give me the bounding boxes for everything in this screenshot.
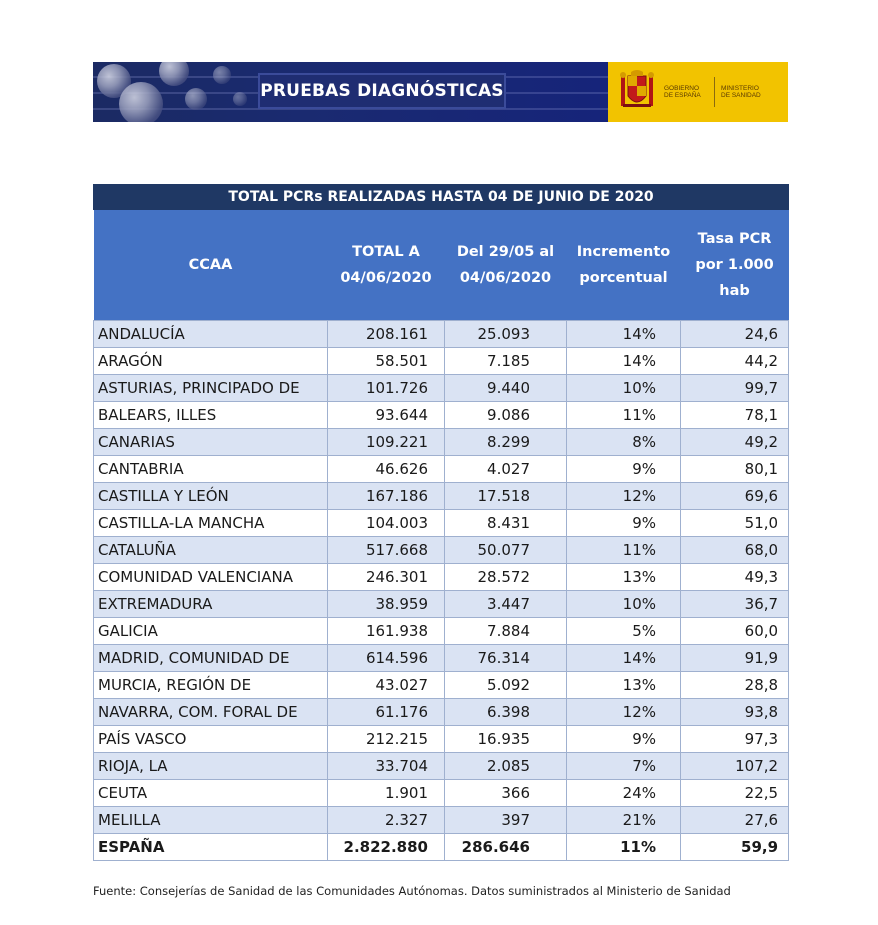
cell-period: 9.086 [445, 402, 567, 429]
cell-ccaa: PAÍS VASCO [94, 726, 328, 753]
coat-of-arms-icon [618, 70, 656, 114]
column-header-increment: Incremento porcentual [567, 210, 681, 321]
cell-ccaa: CANTABRIA [94, 456, 328, 483]
cell-total: 38.959 [328, 591, 445, 618]
cell-period: 16.935 [445, 726, 567, 753]
cell-period: 7.185 [445, 348, 567, 375]
cell-increment: 7% [567, 753, 681, 780]
cell-rate: 68,0 [681, 537, 789, 564]
table-row [94, 564, 789, 591]
cell-rate: 107,2 [681, 753, 789, 780]
cell-total: 1.901 [328, 780, 445, 807]
cell-total: 43.027 [328, 672, 445, 699]
cell-rate: 91,9 [681, 645, 789, 672]
cell-ccaa: CEUTA [94, 780, 328, 807]
cell-rate: 22,5 [681, 780, 789, 807]
cell-ccaa: GALICIA [94, 618, 328, 645]
cell-ccaa: COMUNIDAD VALENCIANA [94, 564, 328, 591]
cell-period: 366 [445, 780, 567, 807]
cell-rate: 44,2 [681, 348, 789, 375]
table-row [94, 375, 789, 402]
table-row [94, 537, 789, 564]
cell-ccaa: MELILLA [94, 807, 328, 834]
cell-rate: 99,7 [681, 375, 789, 402]
table-row [94, 348, 789, 375]
cell-period: 7.884 [445, 618, 567, 645]
cell-increment: 10% [567, 591, 681, 618]
cell-increment: 14% [567, 645, 681, 672]
cell-total: 109.221 [328, 429, 445, 456]
table-row [94, 753, 789, 780]
cell-increment: 9% [567, 726, 681, 753]
cell-period: 8.431 [445, 510, 567, 537]
table-caption: TOTAL PCRs REALIZADAS HASTA 04 DE JUNIO DE 2020 [94, 185, 789, 210]
cell-ccaa: ANDALUCÍA [94, 321, 328, 348]
cell-rate: 97,3 [681, 726, 789, 753]
government-logo [608, 62, 788, 122]
cell-total: 167.186 [328, 483, 445, 510]
cell-total: 208.161 [328, 321, 445, 348]
cell-period: 2.085 [445, 753, 567, 780]
cell-total: 33.704 [328, 753, 445, 780]
cell-ccaa: ARAGÓN [94, 348, 328, 375]
cell-ccaa: BALEARS, ILLES [94, 402, 328, 429]
cell-increment: 5% [567, 618, 681, 645]
column-header-period: Del 29/05 al 04/06/2020 [445, 210, 567, 321]
virus-banner-image [93, 62, 608, 122]
total-increment: 11% [567, 834, 681, 861]
cell-total: 104.003 [328, 510, 445, 537]
total-ccaa: ESPAÑA [94, 834, 328, 861]
cell-increment: 8% [567, 429, 681, 456]
cell-ccaa: NAVARRA, COM. FORAL DE [94, 699, 328, 726]
column-header-ccaa: CCAA [94, 210, 328, 321]
total-row [94, 834, 789, 861]
table-row [94, 483, 789, 510]
cell-increment: 13% [567, 672, 681, 699]
cell-rate: 60,0 [681, 618, 789, 645]
table-row [94, 591, 789, 618]
cell-rate: 69,6 [681, 483, 789, 510]
cell-increment: 24% [567, 780, 681, 807]
cell-ccaa: MADRID, COMUNIDAD DE [94, 645, 328, 672]
cell-period: 25.093 [445, 321, 567, 348]
table-row [94, 645, 789, 672]
cell-rate: 49,2 [681, 429, 789, 456]
cell-ccaa: ASTURIAS, PRINCIPADO DE [94, 375, 328, 402]
table-row [94, 780, 789, 807]
cell-period: 76.314 [445, 645, 567, 672]
total-rate: 59,9 [681, 834, 789, 861]
cell-rate: 80,1 [681, 456, 789, 483]
cell-rate: 27,6 [681, 807, 789, 834]
cell-increment: 12% [567, 483, 681, 510]
cell-period: 4.027 [445, 456, 567, 483]
cell-ccaa: MURCIA, REGIÓN DE [94, 672, 328, 699]
cell-period: 397 [445, 807, 567, 834]
cell-increment: 12% [567, 699, 681, 726]
cell-period: 17.518 [445, 483, 567, 510]
table-row [94, 672, 789, 699]
header-banner [93, 62, 788, 122]
cell-total: 2.327 [328, 807, 445, 834]
table-row [94, 726, 789, 753]
cell-total: 101.726 [328, 375, 445, 402]
cell-rate: 28,8 [681, 672, 789, 699]
page-title-box [258, 73, 506, 109]
table-row [94, 618, 789, 645]
cell-increment: 14% [567, 321, 681, 348]
total-total: 2.822.880 [328, 834, 445, 861]
cell-period: 3.447 [445, 591, 567, 618]
cell-increment: 11% [567, 537, 681, 564]
cell-ccaa: CATALUÑA [94, 537, 328, 564]
cell-increment: 11% [567, 402, 681, 429]
cell-period: 50.077 [445, 537, 567, 564]
cell-total: 93.644 [328, 402, 445, 429]
ministry-label: MINISTERIO DE SANIDAD [721, 85, 761, 99]
table-row [94, 807, 789, 834]
cell-total: 61.176 [328, 699, 445, 726]
cell-rate: 51,0 [681, 510, 789, 537]
cell-ccaa: EXTREMADURA [94, 591, 328, 618]
cell-rate: 24,6 [681, 321, 789, 348]
cell-period: 9.440 [445, 375, 567, 402]
column-header-total: TOTAL A 04/06/2020 [328, 210, 445, 321]
cell-total: 212.215 [328, 726, 445, 753]
cell-total: 246.301 [328, 564, 445, 591]
cell-increment: 9% [567, 510, 681, 537]
cell-total: 161.938 [328, 618, 445, 645]
cell-rate: 78,1 [681, 402, 789, 429]
table-row [94, 429, 789, 456]
cell-increment: 21% [567, 807, 681, 834]
cell-total: 517.668 [328, 537, 445, 564]
cell-period: 28.572 [445, 564, 567, 591]
cell-rate: 93,8 [681, 699, 789, 726]
government-label: GOBIERNO DE ESPAÑA [664, 85, 701, 99]
cell-total: 58.501 [328, 348, 445, 375]
cell-ccaa: CANARIAS [94, 429, 328, 456]
cell-total: 614.596 [328, 645, 445, 672]
cell-rate: 49,3 [681, 564, 789, 591]
table-body [94, 321, 789, 834]
cell-period: 8.299 [445, 429, 567, 456]
cell-period: 5.092 [445, 672, 567, 699]
table-row [94, 456, 789, 483]
total-period: 286.646 [445, 834, 567, 861]
logo-divider [714, 77, 715, 107]
cell-total: 46.626 [328, 456, 445, 483]
cell-increment: 13% [567, 564, 681, 591]
cell-increment: 14% [567, 348, 681, 375]
cell-ccaa: CASTILLA Y LEÓN [94, 483, 328, 510]
cell-ccaa: CASTILLA-LA MANCHA [94, 510, 328, 537]
page-title: PRUEBAS DIAGNÓSTICAS [260, 81, 504, 101]
cell-ccaa: RIOJA, LA [94, 753, 328, 780]
table-row [94, 321, 789, 348]
column-header-rate: Tasa PCR por 1.000 hab [681, 210, 789, 321]
cell-rate: 36,7 [681, 591, 789, 618]
cell-increment: 9% [567, 456, 681, 483]
table-row [94, 699, 789, 726]
source-note: Fuente: Consejerías de Sanidad de las Comunidades Autónomas. Datos suministrados al Ministerio de Sanidad [93, 884, 731, 898]
cell-period: 6.398 [445, 699, 567, 726]
pcr-table [93, 184, 789, 861]
cell-increment: 10% [567, 375, 681, 402]
table-row [94, 402, 789, 429]
table-row [94, 510, 789, 537]
